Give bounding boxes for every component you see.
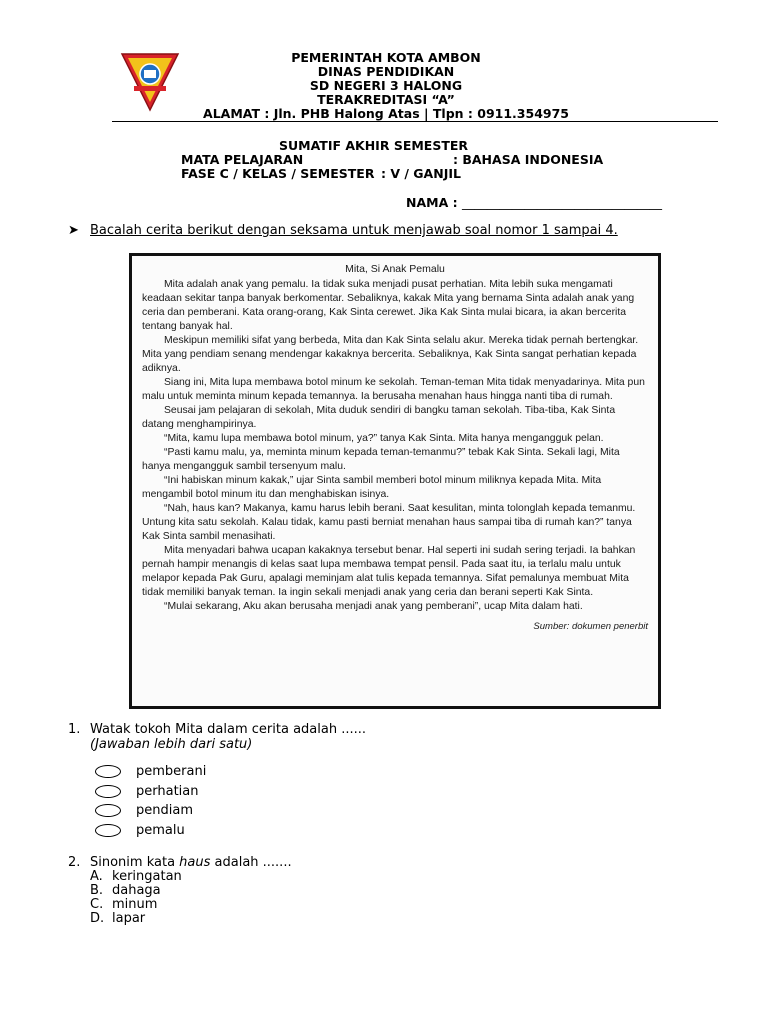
phase-label: FASE C / KELAS / SEMESTER xyxy=(181,166,375,181)
story-source: Sumber: dokumen penerbit xyxy=(533,621,648,632)
story-paragraph: “Mita, kamu lupa membawa botol minum, ya?” tanya Kak Sinta. Mita hanya mengangguk pelan. xyxy=(164,433,604,444)
q2-number: 2. xyxy=(68,855,81,870)
story-title: Mita, Si Anak Pemalu xyxy=(345,263,445,275)
instruction xyxy=(68,223,618,238)
answer-oval-icon[interactable] xyxy=(95,765,121,778)
story-paragraph: “Mulai sekarang, Aku akan berusaha menjadi anak yang pemberani”, ucap Mita dalam hati. xyxy=(164,601,583,612)
q2-text-before: Sinonim kata xyxy=(90,855,180,870)
q2-text-after: adalah ....... xyxy=(210,855,292,870)
phase-value: : V / GANJIL xyxy=(381,166,461,181)
story-paragraph: “Nah, haus kan? Makanya, kamu harus lebih berani. Saat kesulitan, minta tolonglah kepada temanmu. Untung kita satu sekolah. Kalau tidak, kamu pasti berniat menahan haus sampai tiba di rumah kan?” tanya Kak Sinta sambil menasihati. xyxy=(142,503,636,542)
q2-option-letter: D. xyxy=(90,911,105,926)
header-line-3: SD NEGERI 3 HALONG xyxy=(309,78,463,93)
q1-option[interactable] xyxy=(95,801,193,819)
name-label: NAMA : xyxy=(406,195,462,210)
story-paragraph: Meskipun memiliki sifat yang berbeda, Mita dan Kak Sinta selalu akur. Mereka tidak pernah bertengkar. Mita yang pendiam senang mendengar kakaknya bercerita. Sebaliknya, Kak Sinta sangat perhatian kepada adiknya. xyxy=(142,335,639,374)
story-paragraph: Mita menyadari bahwa ucapan kakaknya tersebut benar. Hal seperti ini sudah sering terjadi. Ia bahkan pernah hampir menangis di kelas saat lupa membawa tempat pensil. Pada saat itu, ia terlalu malu untuk melapor kepada Pak Guru, apalagi meminjam alat tulis kepada temannya. Sifat pemalunya membuat Mita tidak memiliki banyak teman. Ia ingin sekali menjadi anak yang ceria dan berani seperti Kak Sinta. xyxy=(142,545,636,598)
q2-option-letter: B. xyxy=(90,883,104,898)
story-paragraph: Mita adalah anak yang pemalu. Ia tidak suka menjadi pusat perhatian. Mita lebih suka mengamati keadaan sekitar tanpa banyak berkomentar. Sebaliknya, kakak Mita yang bernama Sinta adalah anak yang ceria dan pemberani. Kata orang-orang, Kak Sinta cerewet. Jika Kak Sinta mulai bicara, ia akan bercerita tentang banyak hal. xyxy=(142,279,635,332)
q1-option-label: perhatian xyxy=(136,783,199,799)
q2-options xyxy=(90,870,182,926)
subject-value: : BAHASA INDONESIA xyxy=(453,152,604,167)
q2-text-em: haus xyxy=(179,855,211,870)
question-2 xyxy=(68,855,292,870)
q2-option[interactable] xyxy=(90,912,182,926)
header-address: ALAMAT : Jln. PHB Halong Atas | Tlpn : 0911.354975 xyxy=(203,106,569,121)
q2-option-text: minum xyxy=(112,897,158,912)
q2-option-text: dahaga xyxy=(112,883,161,898)
name-field[interactable] xyxy=(406,196,662,210)
story-paragraph: Siang ini, Mita lupa membawa botol minum ke sekolah. Teman-teman Mita tidak menyadarinya. Mita pun malu untuk meminta minum kepada temannya. Ia berusaha menahan haus hingga nanti tiba di rumah. xyxy=(142,377,645,402)
story-content xyxy=(142,262,648,700)
q1-option-label: pemberani xyxy=(136,763,207,779)
subject-label: MATA PELAJARAN xyxy=(181,152,304,167)
q1-option-label: pemalu xyxy=(136,822,185,838)
q1-option[interactable] xyxy=(95,782,199,800)
story-paragraph: “Pasti kamu malu, ya, meminta minum kepada teman-temanmu?” tebak Kak Sinta. Sekali lagi, Mita hanya mengangguk sambil tersenyum malu. xyxy=(142,447,620,472)
letterhead xyxy=(0,51,768,121)
answer-oval-icon[interactable] xyxy=(95,785,121,798)
story-paragraph: Seusai jam pelajaran di sekolah, Mita duduk sendiri di bangku taman sekolah. Tiba-tiba, Kak Sinta datang menghampirinya. xyxy=(142,405,616,430)
q1-number: 1. xyxy=(68,722,81,737)
q2-option[interactable] xyxy=(90,898,182,912)
q2-option[interactable] xyxy=(90,870,182,884)
q1-note: (Jawaban lebih dari satu) xyxy=(90,737,253,752)
q2-option-text: keringatan xyxy=(112,869,182,884)
letterhead-rule xyxy=(112,121,718,122)
answer-oval-icon[interactable] xyxy=(95,804,121,817)
q2-option-letter: C. xyxy=(90,897,104,912)
question-1 xyxy=(68,722,366,737)
q1-option[interactable] xyxy=(95,762,206,780)
story-box xyxy=(129,253,661,709)
instruction-text: Bacalah cerita berikut dengan seksama untuk menjawab soal nomor 1 sampai 4. xyxy=(90,223,618,238)
q2-option-text: lapar xyxy=(112,911,146,926)
story-paragraph: “Ini habiskan minum kakak,” ujar Sinta sambil memberi botol minum miliknya kepada Mita. Mita mengambil botol minum itu dan menghabiskan isinya. xyxy=(142,475,602,500)
answer-oval-icon[interactable] xyxy=(95,824,121,837)
q2-option[interactable] xyxy=(90,884,182,898)
name-blank[interactable]: ________________________________ xyxy=(461,195,662,210)
exam-title: SUMATIF AKHIR SEMESTER xyxy=(279,138,469,153)
arrow-bullet-icon: ➤ xyxy=(68,223,79,238)
header-line-2: DINAS PENDIDIKAN xyxy=(317,64,455,79)
q1-text: Watak tokoh Mita dalam cerita adalah ...... xyxy=(90,722,366,737)
header-line-4: TERAKREDITASI “A” xyxy=(317,92,455,107)
q2-option-letter: A. xyxy=(90,869,103,884)
header-line-1: PEMERINTAH KOTA AMBON xyxy=(291,50,481,65)
q1-option-label: pendiam xyxy=(136,802,193,818)
q1-option[interactable] xyxy=(95,821,185,839)
